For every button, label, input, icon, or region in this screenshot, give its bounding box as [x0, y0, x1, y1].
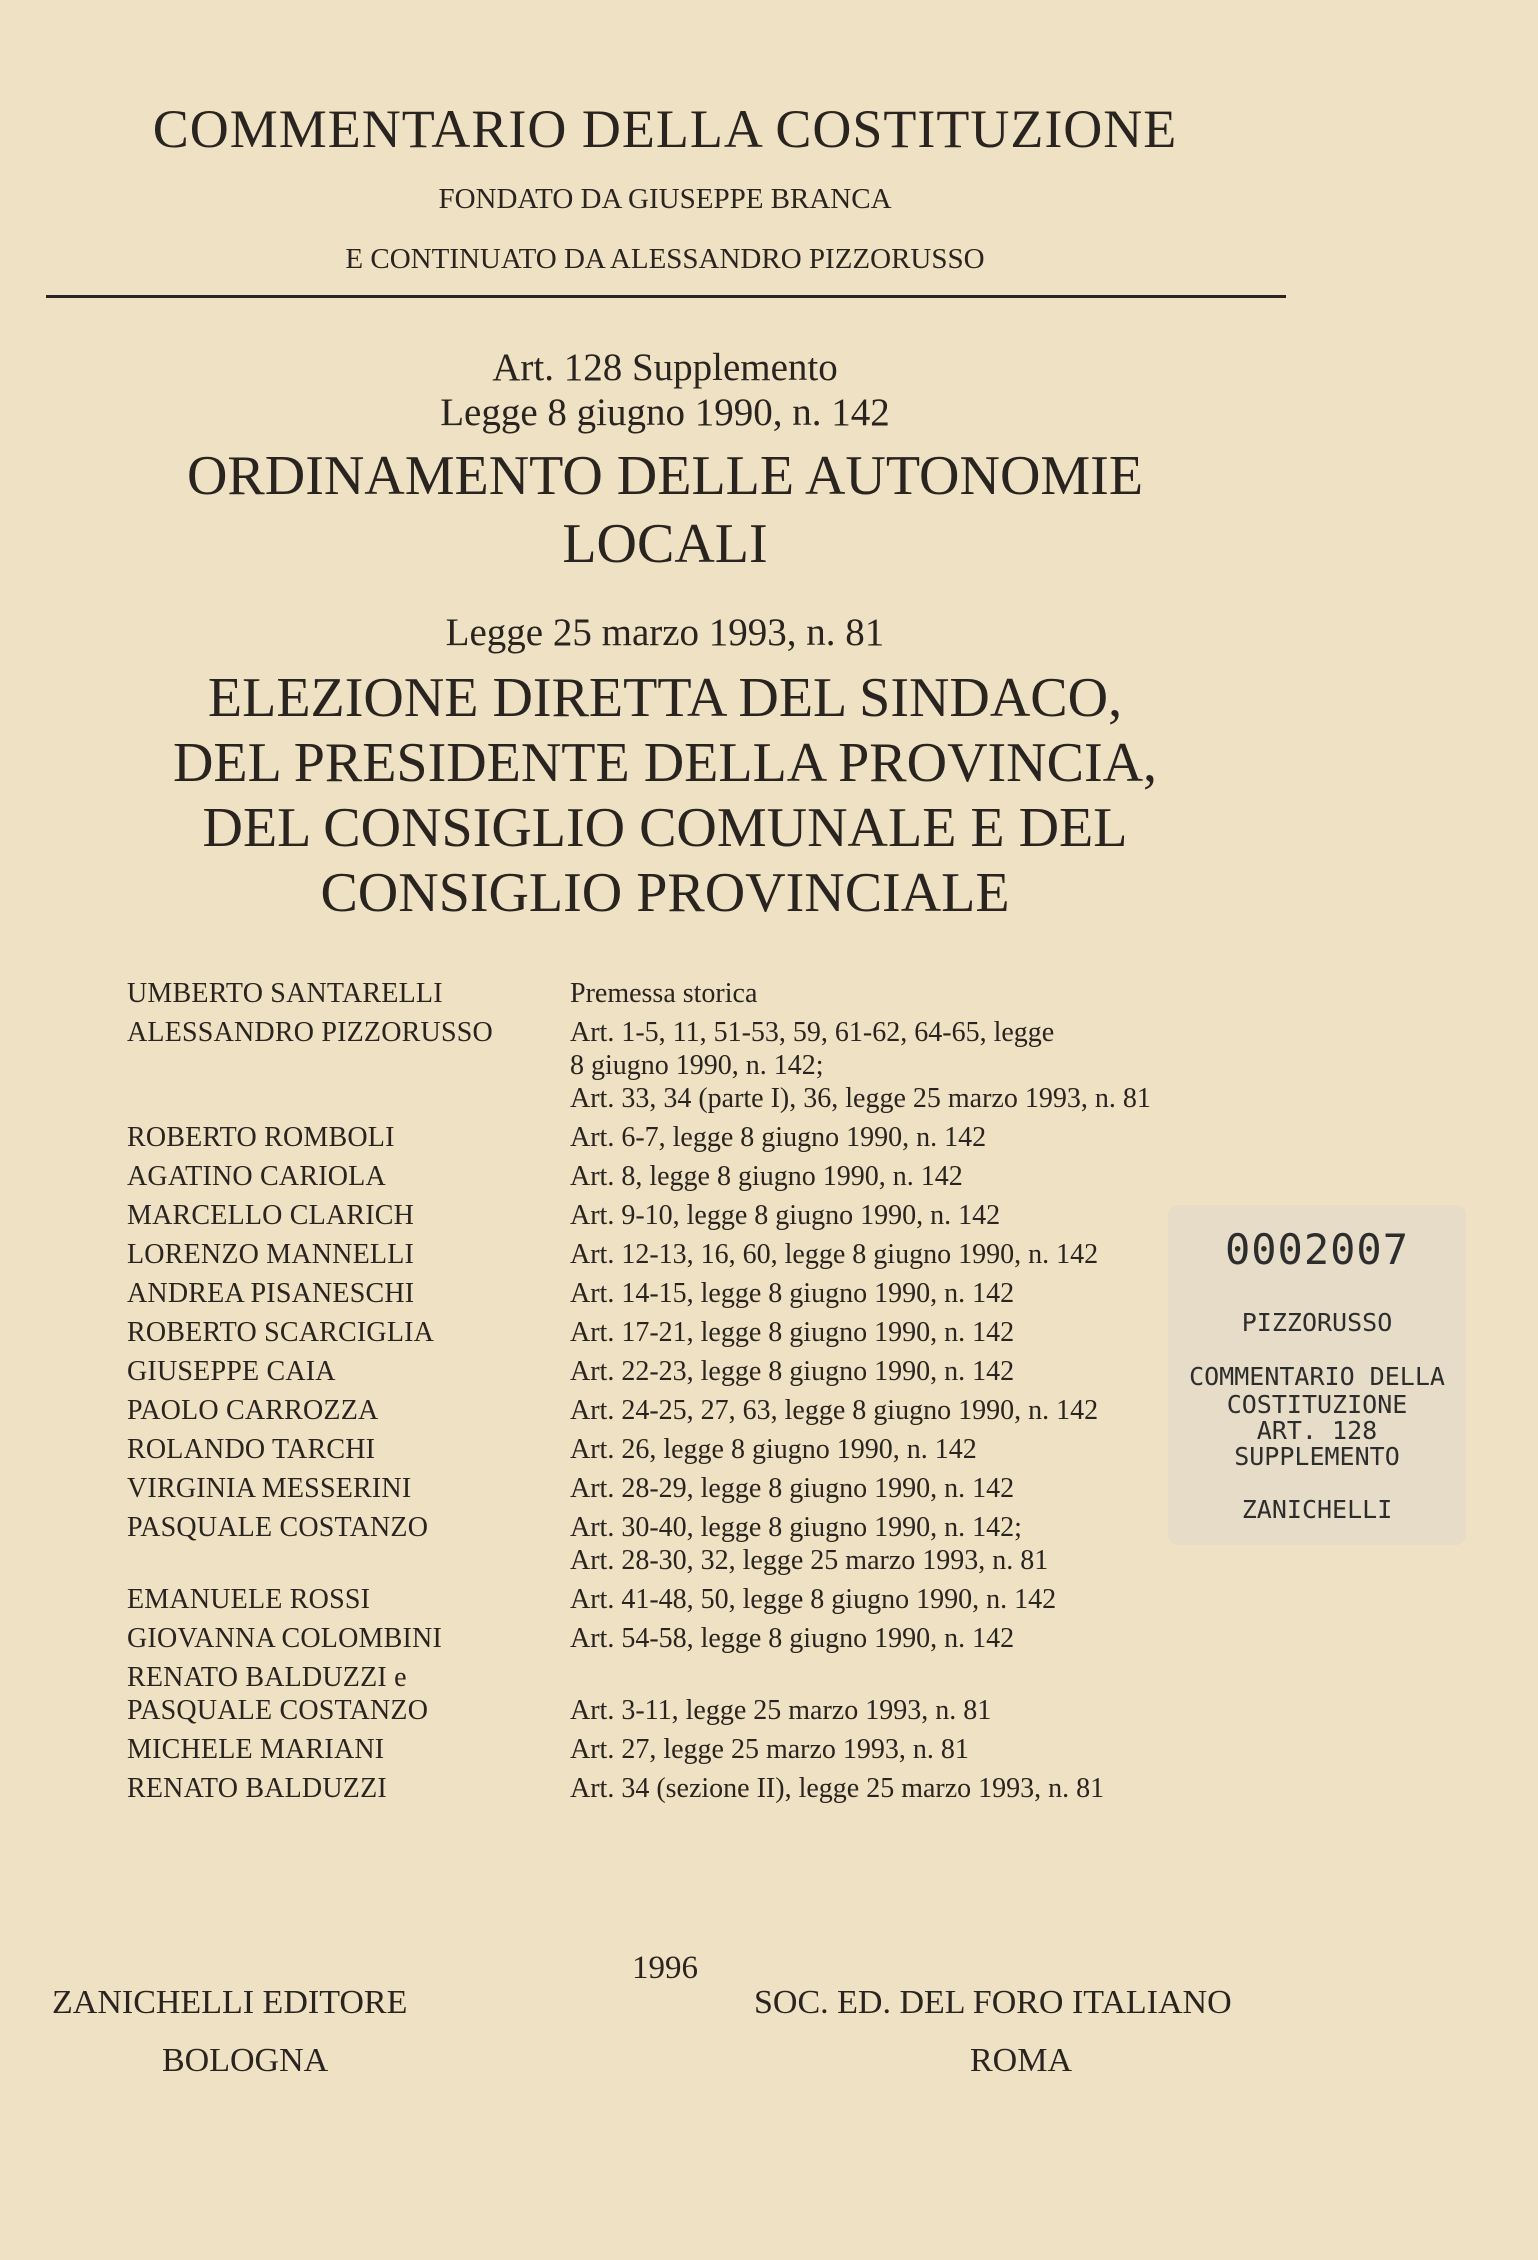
- contributor-work: [570, 1661, 1227, 1727]
- contributor-work: [570, 1511, 1227, 1577]
- contributor-row: [127, 1355, 1227, 1388]
- work-line: Art. 30-40, legge 8 giugno 1990, n. 142;: [570, 1512, 1022, 1543]
- contributor-row: [127, 1622, 1227, 1655]
- contributor-name: PASQUALE COSTANZO: [127, 1512, 429, 1543]
- contributor-name: [127, 1661, 570, 1727]
- contributor-work: [570, 1583, 1227, 1616]
- title-2-line: CONSIGLIO PROVINCIALE: [320, 862, 1010, 924]
- title-1-line: LOCALI: [562, 513, 768, 575]
- city-left: BOLOGNA: [162, 2042, 329, 2079]
- title-2: [0, 666, 1330, 926]
- sticker-publisher: ZANICHELLI: [1241, 1495, 1393, 1524]
- sticker-code: 0002007: [1224, 1225, 1409, 1274]
- contributor-name: ROBERTO ROMBOLI: [127, 1122, 395, 1153]
- contributor-name: RENATO BALDUZZI: [127, 1773, 387, 1804]
- contributor-work: [570, 1316, 1227, 1349]
- contributor-row: [127, 1583, 1227, 1616]
- contributor-work: [570, 977, 1227, 1010]
- contributor-work: [570, 1622, 1227, 1655]
- contributor-name-line: RENATO BALDUZZI e: [127, 1662, 407, 1693]
- contributor-name: ANDREA PISANESCHI: [127, 1278, 415, 1309]
- contributor-work: [570, 1016, 1227, 1115]
- work-line: Art. 9-10, legge 8 giugno 1990, n. 142: [570, 1200, 1001, 1231]
- article-supplement: Art. 128 Supplemento: [492, 346, 838, 389]
- work-line: Art. 24-25, 27, 63, legge 8 giugno 1990, n. 142: [570, 1395, 1099, 1426]
- work-line: Art. 22-23, legge 8 giugno 1990, n. 142: [570, 1356, 1015, 1387]
- publication-year: 1996: [632, 1950, 698, 1986]
- sticker-title-line: SUPPLEMENTO: [1234, 1442, 1400, 1471]
- contributor-work: [570, 1772, 1227, 1805]
- contributor-row: [127, 1661, 1227, 1727]
- contributor-row: [127, 1277, 1227, 1310]
- work-line: Art. 17-21, legge 8 giugno 1990, n. 142: [570, 1317, 1015, 1348]
- work-line: Art. 3-11, legge 25 marzo 1993, n. 81: [570, 1695, 992, 1726]
- publisher-right: SOC. ED. DEL FORO ITALIANO: [754, 1984, 1232, 2021]
- contributor-name: EMANUELE ROSSI: [127, 1584, 371, 1615]
- contributor-work: [570, 1394, 1227, 1427]
- contributor-name: ROLANDO TARCHI: [127, 1434, 376, 1465]
- title-2-line: ELEZIONE DIRETTA DEL SINDACO,: [207, 667, 1123, 729]
- sticker-author: PIZZORUSSO: [1241, 1308, 1393, 1337]
- founded-by-line: FONDATO DA GIUSEPPE BRANCA: [438, 183, 892, 215]
- contributor-work: [570, 1238, 1227, 1271]
- contributor-row: [127, 1121, 1227, 1154]
- contributor-name: MICHELE MARIANI: [127, 1734, 385, 1765]
- library-sticker: [1168, 1205, 1466, 1545]
- title-1-line: ORDINAMENTO DELLE AUTONOMIE: [186, 445, 1144, 507]
- title-1: [0, 442, 1330, 578]
- sticker-title-line: COSTITUZIONE: [1226, 1390, 1408, 1419]
- contributor-row: [127, 1733, 1227, 1766]
- work-line: Art. 41-48, 50, legge 8 giugno 1990, n. 142: [570, 1584, 1057, 1615]
- work-line: Premessa storica: [570, 978, 758, 1009]
- work-line: Art. 6-7, legge 8 giugno 1990, n. 142: [570, 1122, 987, 1153]
- work-line: Art. 54-58, legge 8 giugno 1990, n. 142: [570, 1623, 1015, 1654]
- work-line: Art. 27, legge 25 marzo 1993, n. 81: [570, 1734, 969, 1765]
- contributor-work: [570, 1160, 1227, 1193]
- contributor-work: [570, 1121, 1227, 1154]
- law-1-reference: Legge 8 giugno 1990, n. 142: [440, 391, 890, 434]
- contributor-row: [127, 1511, 1227, 1577]
- contributor-work: [570, 1277, 1227, 1310]
- contributor-name: GIOVANNA COLOMBINI: [127, 1623, 442, 1654]
- title-2-line: DEL PRESIDENTE DELLA PROVINCIA,: [172, 732, 1158, 794]
- contributor-row: [127, 1316, 1227, 1349]
- contributor-name: UMBERTO SANTARELLI: [127, 978, 443, 1009]
- series-title: COMMENTARIO DELLA COSTITUZIONE: [152, 99, 1178, 159]
- contributor-row: [127, 1199, 1227, 1232]
- sticker-title-line: COMMENTARIO DELLA: [1189, 1362, 1445, 1391]
- contributor-work: [570, 1199, 1227, 1232]
- work-line: Art. 33, 34 (parte I), 36, legge 25 marzo 1993, n. 81: [570, 1083, 1151, 1114]
- contributor-work: [570, 1733, 1227, 1766]
- title-2-line: DEL CONSIGLIO COMUNALE E DEL: [202, 797, 1128, 859]
- contributor-row: [127, 1772, 1227, 1805]
- city-right: ROMA: [970, 2042, 1073, 2079]
- contributor-row: [127, 1394, 1227, 1427]
- work-line: Art. 8, legge 8 giugno 1990, n. 142: [570, 1161, 963, 1192]
- contributor-name: ALESSANDRO PIZZORUSSO: [127, 1017, 493, 1048]
- contributor-name-line: PASQUALE COSTANZO: [127, 1695, 429, 1726]
- contributor-name: PAOLO CARROZZA: [127, 1395, 379, 1426]
- contributor-work: [570, 1355, 1227, 1388]
- contributor-name: AGATINO CARIOLA: [127, 1161, 386, 1192]
- contributor-row: [127, 1160, 1227, 1193]
- sticker-title-line: ART. 128: [1256, 1416, 1378, 1445]
- continued-by-line: E CONTINUATO DA ALESSANDRO PIZZORUSSO: [345, 243, 985, 275]
- contributor-name: GIUSEPPE CAIA: [127, 1356, 336, 1387]
- work-line: Art. 28-30, 32, legge 25 marzo 1993, n. 81: [570, 1545, 1049, 1576]
- contributor-work: [570, 1433, 1227, 1466]
- publisher-left: ZANICHELLI EDITORE: [52, 1984, 408, 2021]
- contributor-row: [127, 1238, 1227, 1271]
- law-2-reference: Legge 25 marzo 1993, n. 81: [445, 611, 885, 654]
- contributor-row: [127, 977, 1227, 1010]
- contributor-name: ROBERTO SCARCIGLIA: [127, 1317, 435, 1348]
- header-rule: [46, 295, 1286, 298]
- work-line: 8 giugno 1990, n. 142;: [570, 1050, 824, 1081]
- work-line: Art. 34 (sezione II), legge 25 marzo 1993, n. 81: [570, 1773, 1105, 1804]
- contributor-row: [127, 1016, 1227, 1115]
- contributor-name: LORENZO MANNELLI: [127, 1239, 415, 1270]
- contributor-name: MARCELLO CLARICH: [127, 1200, 415, 1231]
- work-line: Art. 28-29, legge 8 giugno 1990, n. 142: [570, 1473, 1015, 1504]
- contributor-row: [127, 1433, 1227, 1466]
- work-line: Art. 26, legge 8 giugno 1990, n. 142: [570, 1434, 977, 1465]
- contributors-list: [127, 977, 1227, 1811]
- work-line: Art. 1-5, 11, 51-53, 59, 61-62, 64-65, legge: [570, 1017, 1055, 1048]
- contributor-name: VIRGINIA MESSERINI: [127, 1473, 412, 1504]
- work-line: Art. 14-15, legge 8 giugno 1990, n. 142: [570, 1278, 1015, 1309]
- contributor-row: [127, 1472, 1227, 1505]
- work-line: Art. 12-13, 16, 60, legge 8 giugno 1990, n. 142: [570, 1239, 1099, 1270]
- contributor-work: [570, 1472, 1227, 1505]
- conjunction: e: [386, 1662, 407, 1693]
